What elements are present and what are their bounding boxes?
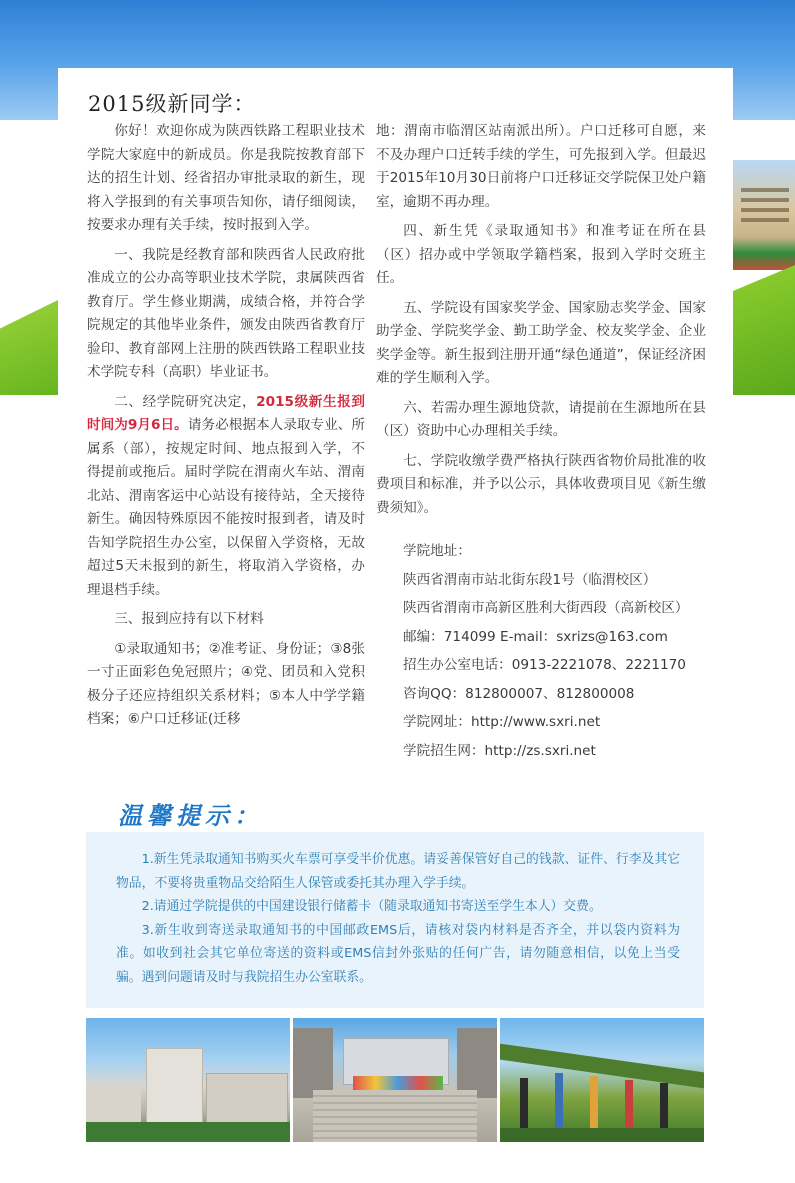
letter-heading: 2015级新同学： — [88, 92, 256, 116]
item-2-prefix: 二、经学院研究决定， — [114, 393, 257, 410]
address-label: 学院地址： — [403, 543, 471, 559]
campus-building-photo — [86, 1018, 290, 1142]
item-2-rest: 请务必根据本人录取专业、所属系（部），按规定时间、地点报到入学，不得提前或拖后。届时学院在渭南火车站、渭南北站、渭南客运中心站设有接待站，全天接待新生。确因特殊原因不能按时报到者，请及时告知学院招生办公室，以保留入学资格，无故超过5天未报到的新生，将取消入学资格，办理退档手续。 — [87, 417, 366, 598]
address-campus-2: 陕西省渭南市高新区胜利大街西段（高新校区） — [403, 600, 689, 616]
right-green-accent — [733, 265, 795, 395]
address-block — [403, 537, 723, 765]
postal-email[interactable]: 邮编：714099 E-mail：sxrizs@163.com — [403, 628, 668, 645]
item-5-paragraph: 五、学院设有国家奖学金、国家励志奖学金、国家助学金、学院奖学金、勤工助学金、校友奖学金、企业奖学金等。新生报到注册开通“绿色通道”，保证经济困难的学生顺利入学。 — [376, 299, 706, 386]
report-date-highlight: 2015级新生报到时间为9月6日。 — [87, 393, 365, 433]
item-6-paragraph: 六、若需办理生源地贷款，请提前在生源地所在县（区）资助中心办理相关手续。 — [376, 399, 706, 439]
item-4-paragraph: 四、新生凭《录取通知书》和准考证在所在县（区）招办或中学领取学籍档案，报到入学时交班主任。 — [376, 223, 706, 286]
tip-2: 2.请通过学院提供的中国建设银行储蓄卡（随录取通知书寄送至学生本人）交费。 — [141, 899, 602, 914]
item-2-paragraph — [87, 391, 365, 603]
item-3-body: ①录取通知书；②准考证、身份证；③8张一寸正面彩色免冠照片；④党、团员和入党积极分子还应持组织关系材料；⑤本人中学学籍档案；⑥户口迁移证(迁移 — [87, 640, 365, 727]
tip-1: 1.新生凭录取通知书购买火车票可享受半价优惠。请妥善保管好自己的钱款、证件、行李及其它物品，不要将贵重物品交给陌生人保管或委托其办理入学手续。 — [116, 852, 680, 891]
admissions-phone: 招生办公室电话：0913-2221078、2221170 — [403, 657, 686, 673]
item-7-paragraph: 七、学院收缴学费严格执行陕西省物价局批准的收费项目和标准，并予以公示，具体收费项目见《新生缴费须知》。 — [376, 452, 706, 516]
consult-qq: 咨询QQ：812800007、812800008 — [403, 685, 635, 702]
campus-steps-students-photo — [293, 1018, 497, 1142]
item-1-paragraph: 一、我院是经教育部和陕西省人民政府批准成立的公办高等职业技术学院，隶属陕西省教育厅。学生修业期满，成绩合格，并符合学院规定的其他毕业条件，颁发由陕西省教育厅验印、教育部网上注册的陕西铁路工程职业技术学院专科（高职）毕业证书。 — [87, 246, 365, 380]
tips-title: 温馨提示： — [118, 801, 263, 830]
left-column — [87, 120, 365, 738]
admissions-website[interactable]: 学院招生网：http://zs.sxri.net — [403, 742, 596, 759]
item-3-title: 三、报到应持有以下材料 — [114, 611, 264, 627]
students-cheering-photo — [500, 1018, 704, 1142]
left-green-accent — [0, 300, 58, 395]
tips-box — [86, 832, 704, 1008]
side-building-photo — [733, 160, 795, 270]
item-3-continued: 地：渭南市临渭区站南派出所）。户口迁移可自愿，来不及办理户口迁转手续的学生，可先报到入学。但最迟于2015年10月30日前将户口迁移证交学院保卫处户籍室，逾期不再办理。 — [376, 123, 706, 210]
tip-3: 3.新生收到寄送录取通知书的中国邮政EMS后，请核对袋内材料是否齐全，并以袋内资料为准。如收到社会其它单位寄送的资料或EMS信封外张贴的任何广告，请勿随意相信，以免上当受骗。遇到问题请及时与我院招生办公室联系。 — [116, 922, 680, 985]
right-column — [376, 120, 706, 526]
address-campus-1: 陕西省渭南市站北街东段1号（临渭校区） — [403, 571, 657, 588]
college-website[interactable]: 学院网址：http://www.sxri.net — [403, 714, 601, 730]
intro-paragraph: 你好！欢迎你成为陕西铁路工程职业技术学院大家庭中的新成员。你是我院按教育部下达的招生计划、经省招办审批录取的新生，现将入学报到的有关事项告知你，请仔细阅读，按要求办理有关手续，按时报到入学。 — [87, 123, 365, 233]
